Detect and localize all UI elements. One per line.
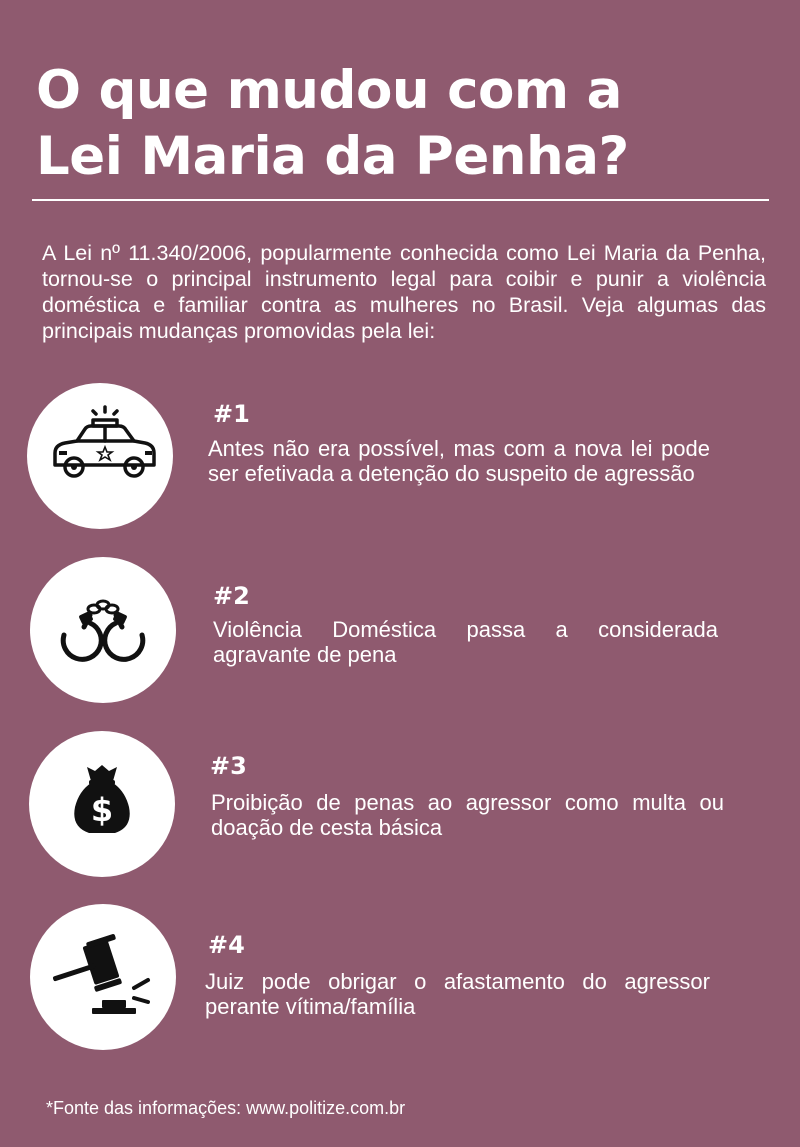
item-2-icon-circle <box>30 557 176 703</box>
gavel-icon <box>30 904 176 1050</box>
page-title <box>36 58 629 190</box>
item-4-icon-circle <box>30 904 176 1050</box>
money-bag-icon <box>29 731 175 877</box>
item-2-text: Violência Doméstica passa a considerada agravante de pena <box>213 617 718 667</box>
item-1-text: Antes não era possível, mas com a nova lei pode ser efetivada a detenção do suspeito de agressão <box>208 436 710 486</box>
title-line-1: O que mudou com a <box>36 60 622 121</box>
title-line-2: Lei Maria da Penha? <box>36 126 629 187</box>
item-3-text: Proibição de penas ao agressor como multa ou doação de cesta básica <box>211 790 724 840</box>
item-1-number: #1 <box>213 400 250 428</box>
item-3-number: #3 <box>210 752 247 780</box>
police-car-icon <box>27 383 173 529</box>
title-divider <box>32 199 769 201</box>
item-4-number: #4 <box>208 931 245 959</box>
item-2-number: #2 <box>213 582 250 610</box>
item-3-icon-circle <box>29 731 175 877</box>
source-footnote: *Fonte das informações: www.politize.com.br <box>46 1098 406 1118</box>
intro-paragraph: A Lei nº 11.340/2006, popularmente conhecida como Lei Maria da Penha, tornou-se o principal instrumento legal para coibir e punir a violência doméstica e familiar contra as mulheres no Brasil. Veja algumas das principais mudanças promovidas pela lei: <box>42 241 766 343</box>
item-1-icon-circle <box>27 383 173 529</box>
handcuffs-icon <box>30 557 176 703</box>
item-4-text: Juiz pode obrigar o afastamento do agressor perante vítima/família <box>205 969 710 1019</box>
svg-text:$: $ <box>90 791 114 829</box>
